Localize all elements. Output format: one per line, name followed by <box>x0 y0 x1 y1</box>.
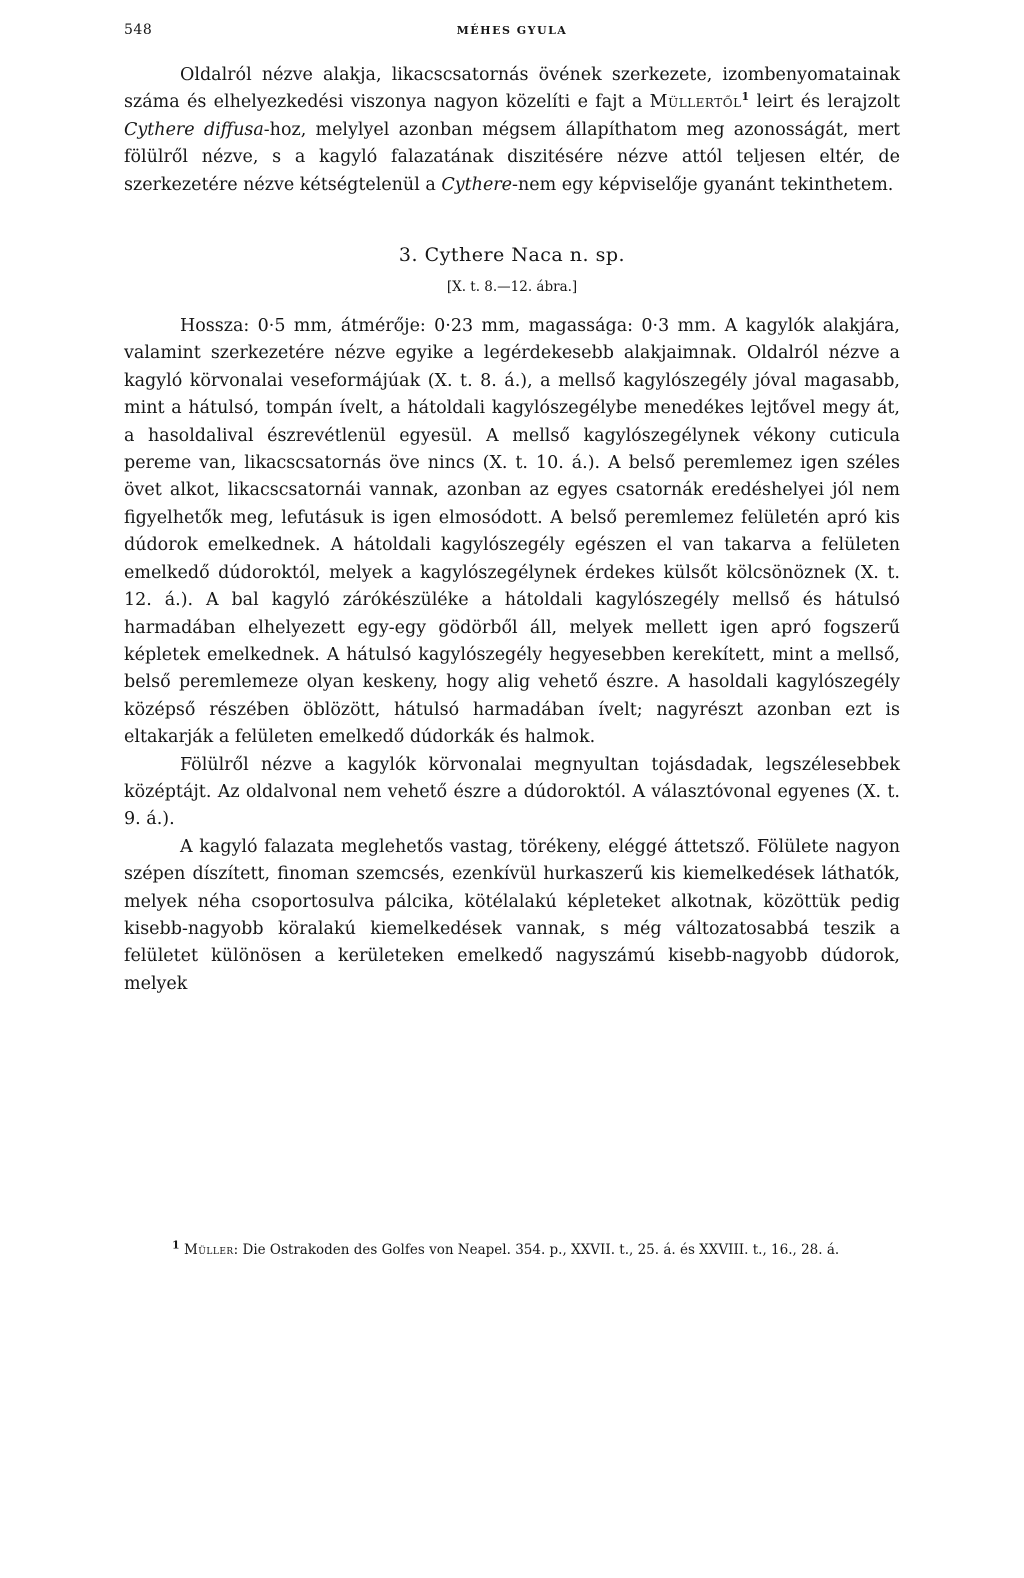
author-name: Müllertől <box>649 92 742 113</box>
para1-text-c: -hoz, melylyel azonban mégsem állapíthatom meg azonosságát, mert fölülről nézve, s a kagyló falazatának diszitésére nézve attól teljesen eltér, de szerkezetére nézve kétségtelenül a <box>124 119 900 195</box>
page-number: 548 <box>124 22 153 38</box>
article-body <box>124 62 900 998</box>
paragraph-3: Fölülről nézve a kagylók körvonalai megnyultan tojásdadak, legszélesebbek középtájt. Az oldalvonal nem vehető észre a dúdoroktól. A választóvonal egyenes (X. t. 9. á.). <box>124 754 900 830</box>
para1-text-b: leirt és lerajzolt <box>749 92 900 113</box>
footnote-number: 1 <box>172 1238 180 1252</box>
para1-text-d: -nem egy képviselője gyanánt tekinthetem. <box>512 174 894 195</box>
running-title: MÉHES GYULA <box>456 24 568 37</box>
paragraph-2: Hossza: 0·5 mm, átmérője: 0·23 mm, magassága: 0·3 mm. A kagylók alakjára, valamint szerkezetére nézve egyike a legérdekesebb alakjaimnak. Oldalról nézve a kagyló körvonalai veseformájúak (X. t. 8. á.), a mellső kagylószegély jóval magasabb, mint a hátulsó, tompán ívelt, a hátoldali kagylószegélybe menedékes lejtővel megy át, a hasoldalival észrevétlenül egyesül. A mellső kagylószegélynek vékony cuticula pereme van, likacscsatornás öve nincs (X. t. 10. á.). A belső peremlemez igen széles övet alkot, likacscsatornái vannak, azonban az egyes csatornák eredéshelyei jól nem figyelhetők meg, lefutásuk is igen elmosódott. A belső peremlemez felületén apró kis dúdorok emelkednek. A hátoldali kagylószegély egészen el van takarva a felületen emelkedő dúdoroktól, melyek a kagylószegélynek érdekes külsőt kölcsönöznek (X. t. 12. á.). A bal kagyló zárókészüléke a hátoldali kagylószegély mellső és hátulsó harmadában elhelyezett egy-egy gödörből áll, melyek mellett igen apró fogszerű képletek emelkednek. A hátulsó kagylószegély hegyesebben kerekített, mint a mellső, belső peremlemeze olyan keskeny, hogy alig vehető észre. A hasoldali kagylószegély középső részében öblözött, hátulsó harmadában ívelt; nagyrészt azonban ezt is eltakarják a felületen emelkedő dúdorkák és halmok. <box>124 316 900 748</box>
footnote-text: : Die Ostrakoden des Golfes von Neapel. 354. p., XXVII. t., 25. á. és XXVIII. t., 16., 28. á. <box>233 1242 840 1258</box>
footnote-marker: 1 <box>741 90 750 104</box>
paragraph-4: A kagyló falazata meglehetős vastag, törékeny, eléggé áttetsző. Fölülete nagyon szépen díszített, finoman szemcsés, ezenkívül hurkaszerű kis kiemelkedések láthatók, melyek néha csoportosulva pálcika, kötélalakú képleteket alkotnak, közöttük pedig kisebb-nagyobb köralakú kiemelkedések vannak, s még változatosabbá teszik a felületet különösen a kerületeken emelkedő nagyszámú kisebb-nagyobb dúdorok, melyek <box>124 836 900 994</box>
para1-text-a: Oldalról nézve alakja, likacscsatornás övének szerkezete, izombenyomatainak száma és elhelyezkedési viszonya nagyon közelíti e fajt a <box>124 65 900 113</box>
species-name: Cythere diffusa <box>124 119 264 140</box>
footnote <box>124 1240 900 1260</box>
running-head <box>124 22 900 44</box>
section-heading: 3. Cythere Naca n. sp. <box>398 244 626 267</box>
figure-reference: [X. t. 8.—12. ábra.] <box>446 279 578 296</box>
genus-name: Cythere <box>441 174 513 195</box>
paragraph-1 <box>124 62 900 199</box>
footnote-author: Müller <box>183 1242 234 1258</box>
